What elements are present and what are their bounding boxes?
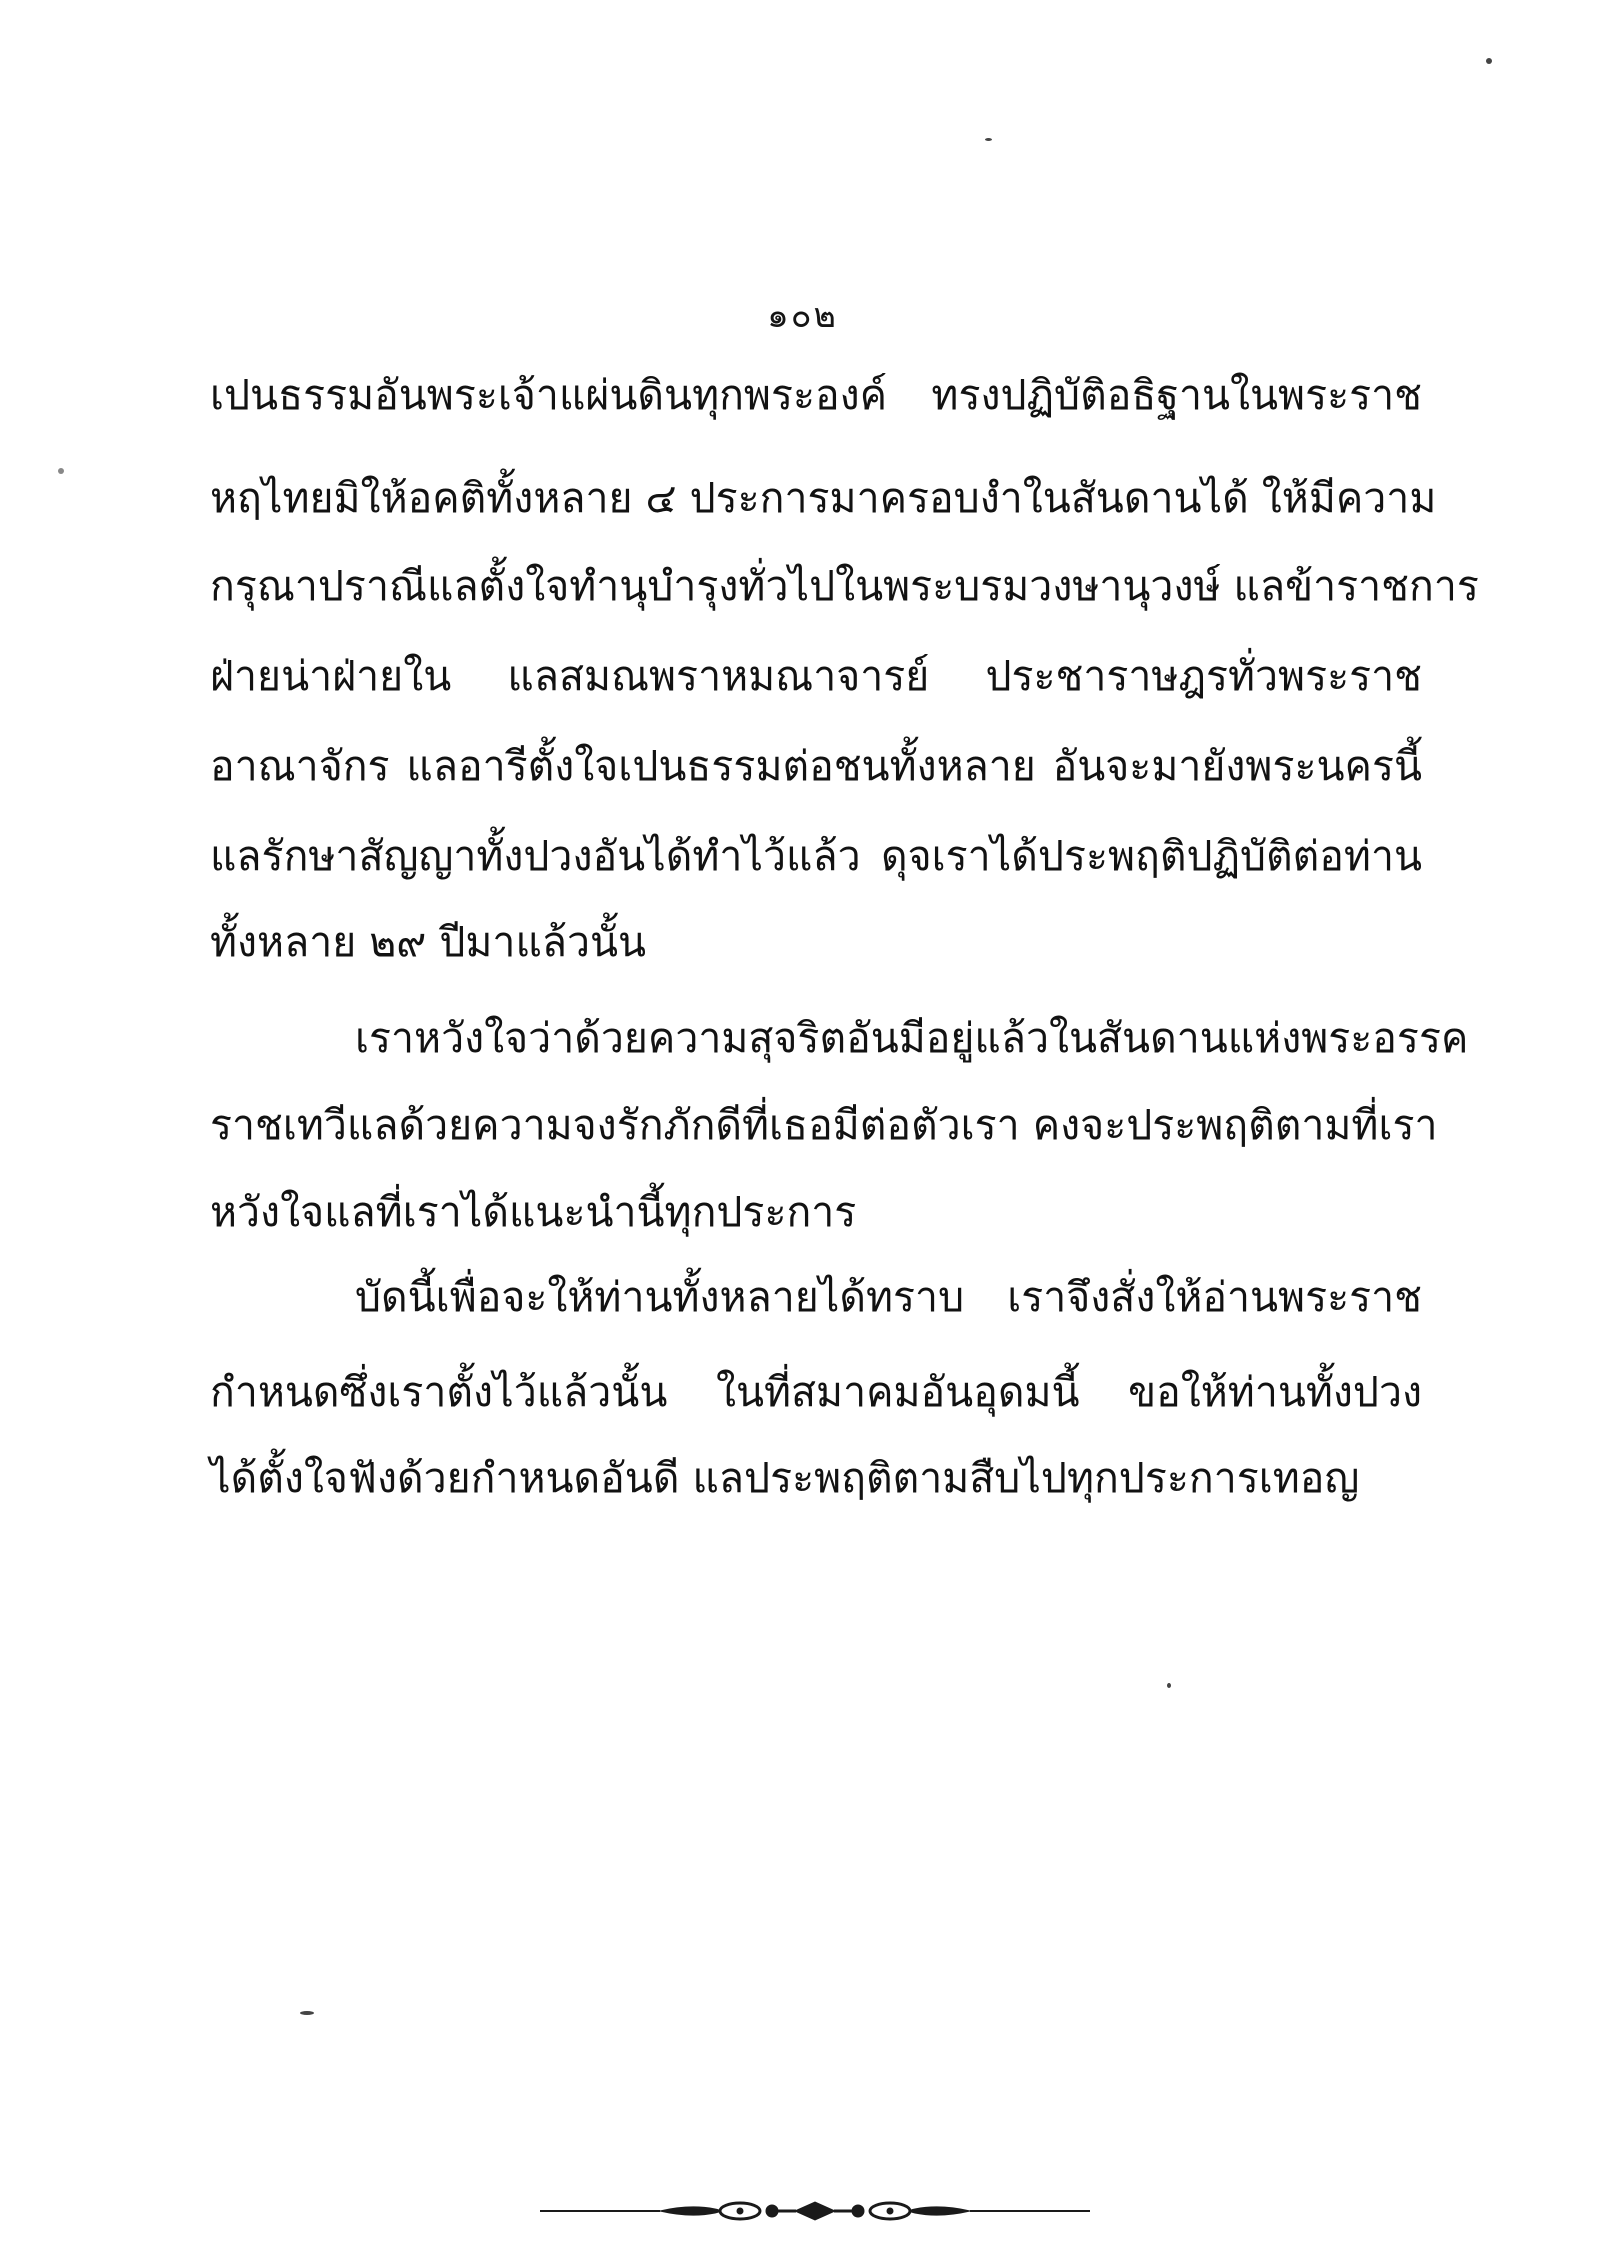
print-speck — [300, 2011, 314, 2015]
print-speck — [58, 468, 64, 474]
text-line: แลรักษาสัญญาทั้งปวงอันได้ทำไว้แล้ว ดุจเราได้ประพฤติปฏิบัติต่อท่าน — [210, 832, 1422, 880]
text-line: ทั้งหลาย ๒๙ ปีมาแล้วนั้น — [210, 918, 647, 966]
text-line: อาณาจักร แลอารีตั้งใจเปนธรรมต่อชนทั้งหลาย อันจะมายังพระนครนี้ — [210, 742, 1422, 790]
text-line: หฤไทยมิให้อคติทั้งหลาย ๔ ประการมาครอบงำในสันดานได้ ให้มีความ — [210, 474, 1437, 522]
print-speck — [985, 138, 992, 141]
text-line: ราชเทวีแลด้วยความจงรักภักดีที่เธอมีต่อตัวเรา คงจะประพฤติตามที่เรา — [210, 1101, 1438, 1149]
scroll-ornament-icon — [540, 2198, 1090, 2224]
text-line: เปนธรรมอันพระเจ้าแผ่นดินทุกพระองค์ ทรงปฏิบัติอธิฐานในพระราช — [210, 371, 1422, 419]
text-line: เราหวังใจว่าด้วยความสุจริตอันมีอยู่แล้วในสันดานแห่งพระอรรค — [355, 1014, 1469, 1062]
text-line: กำหนดซึ่งเราตั้งไว้แล้วนั้น ในที่สมาคมอันอุดมนี้ ขอให้ท่านทั้งปวง — [210, 1368, 1422, 1416]
print-speck — [1486, 58, 1492, 64]
text-line: กรุณาปราณีแลตั้งใจทำนุบำรุงทั่วไปในพระบรมวงษานุวงษ์ แลข้าราชการ — [210, 562, 1479, 610]
text-line: ได้ตั้งใจฟังด้วยกำหนดอันดี แลประพฤติตามสืบไปทุกประการเทอญ — [210, 1454, 1360, 1502]
page-number: ๑๐๒ — [767, 296, 838, 336]
print-speck — [1167, 1683, 1171, 1688]
text-line: บัดนี้เพื่อจะให้ท่านทั้งหลายได้ทราบ เราจึงสั่งให้อ่านพระราช — [355, 1273, 1422, 1321]
text-line: ฝ่ายน่าฝ่ายใน แลสมณพราหมณาจารย์ ประชาราษฎรทั่วพระราช — [210, 652, 1422, 700]
text-line: หวังใจแลที่เราได้แนะนำนี้ทุกประการ — [210, 1188, 857, 1236]
